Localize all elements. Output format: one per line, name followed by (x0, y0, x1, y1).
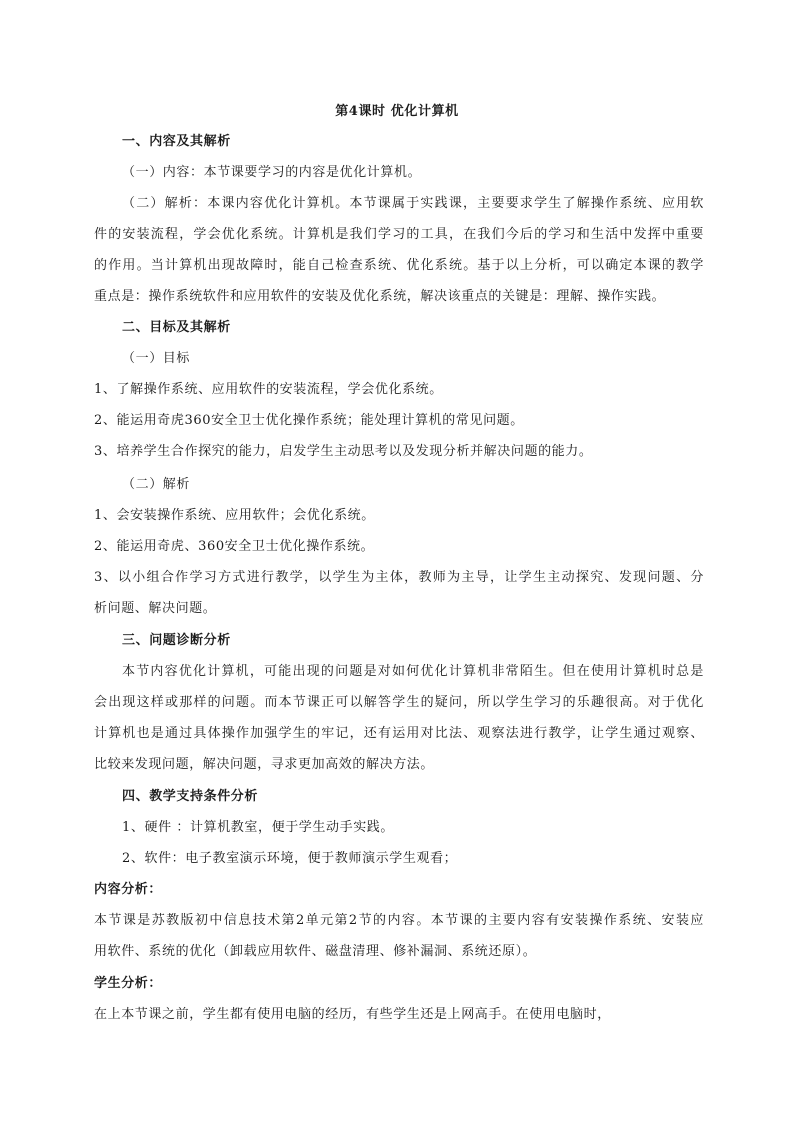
content-analysis-line: 用软件、系统的优化（卸载应用软件、磁盘清理、修补漏洞、系统还原）。 (94, 944, 537, 959)
section1-analysis-line: 的作用。当计算机出现故障时，能自己检查系统、优化系统。基于以上分析，可以确定本课的教学 (94, 258, 704, 273)
analysis-item: 3、以小组合作学习方式进行教学，以学生为主体，教师为主导，让学生主动探究、发现问题、分 (94, 570, 704, 585)
section1-analysis-line: （二）解析：本课内容优化计算机。本节课属于实践课，主要要求学生了解操作系统、应用软 (122, 196, 704, 211)
goal-item: 3、培养学生合作探究的能力，启发学生主动思考以及发现分析并解决问题的能力。 (94, 444, 593, 459)
goal-item: 2、能运用奇虎360安全卫士优化操作系统；能处理计算机的常见问题。 (94, 413, 524, 428)
section3-line: 比较来发现问题，解决问题，寻求更加高效的解决方法。 (94, 757, 435, 772)
section3-line: 本节内容优化计算机，可能出现的问题是对如何优化计算机非常陌生。但在使用计算机时总是 (122, 664, 704, 679)
section1-analysis-line: 重点是：操作系统软件和应用软件的安装及优化系统，解决该重点的关键是：理解、操作实践。 (94, 289, 666, 304)
student-analysis-heading: 学生分析： (94, 976, 163, 991)
content-analysis-line: 本节课是苏教版初中信息技术第2单元第2节的内容。本节课的主要内容有安装操作系统、安装应 (94, 913, 704, 928)
section3-heading: 三、问题诊断分析 (122, 633, 231, 648)
lesson-title: 第4课时 优化计算机 (335, 104, 459, 119)
goals-label: （一）目标 (122, 351, 191, 366)
analysis-item: 1、会安装操作系统、应用软件；会优化系统。 (94, 508, 375, 523)
section3-line: 计算机也是通过具体操作加强学生的牢记，还有运用对比法、观察法进行教学，让学生通过观察、 (94, 726, 704, 741)
analysis-label: （二）解析 (122, 477, 191, 492)
section1-analysis-line: 件的安装流程，学会优化系统。计算机是我们学习的工具，在我们今后的学习和生活中发挥中重要 (94, 227, 704, 242)
support-item: 1、硬件 ：计算机教室，便于学生动手实践。 (122, 820, 395, 835)
support-item: 2、软件：电子教室演示环境，便于教师演示学生观看； (122, 851, 458, 866)
section2-heading: 二、目标及其解析 (122, 320, 231, 335)
section4-heading: 四、教学支持条件分析 (122, 789, 259, 804)
analysis-item: 析问题、解决问题。 (94, 601, 217, 616)
analysis-item: 2、能运用奇虎、360安全卫士优化操作系统。 (94, 539, 375, 554)
content-analysis-heading: 内容分析： (94, 882, 163, 897)
section3-line: 会出现这样或那样的问题。而本节课正可以解答学生的疑问，所以学生学习的乐趣很高。对于优化 (94, 695, 704, 710)
section1-heading: 一、内容及其解析 (122, 134, 231, 149)
student-analysis-line: 在上本节课之前，学生都有使用电脑的经历，有些学生还是上网高手。在使用电脑时， (94, 1007, 611, 1022)
section1-content: （一）内容：本节课要学习的内容是优化计算机。 (122, 165, 422, 180)
goal-item: 1、了解操作系统、应用软件的安装流程，学会优化系统。 (94, 382, 443, 397)
